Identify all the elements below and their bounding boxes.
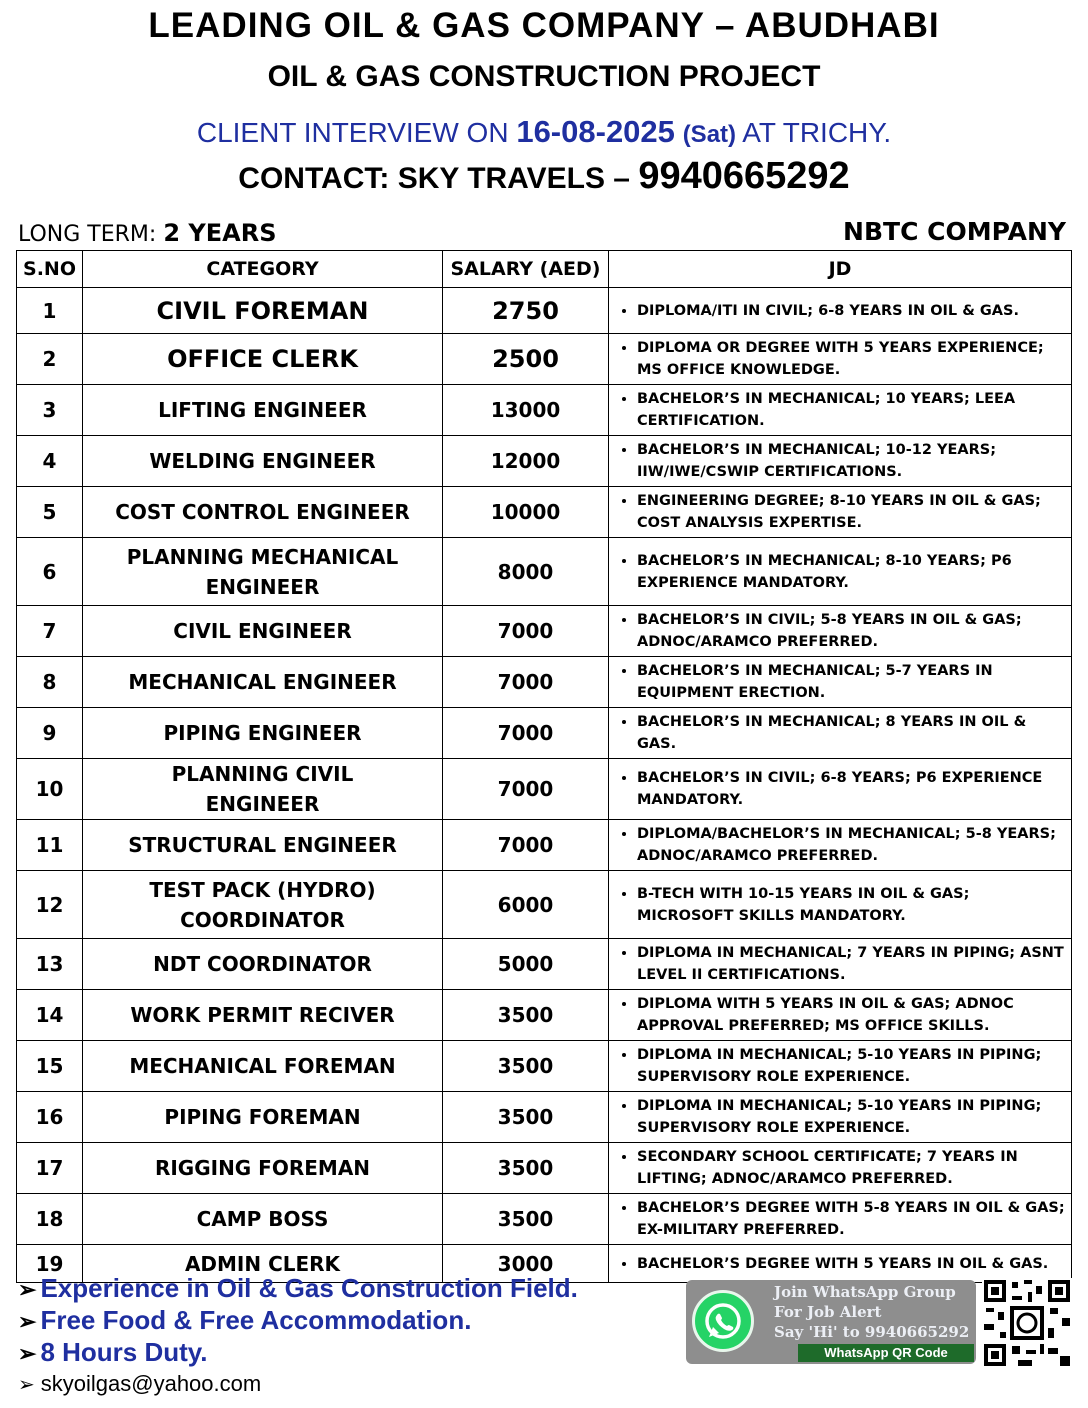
qr-code-icon[interactable] [982, 1278, 1072, 1368]
row-sno: 2 [17, 334, 83, 385]
jd-text: • BACHELOR’S IN MECHANICAL; 8-10 YEARS; P6 EXPERIENCE MANDATORY. [637, 550, 1067, 594]
row-salary: 5000 [443, 939, 609, 990]
table-row [17, 334, 1072, 385]
row-jd [609, 708, 1072, 759]
header-salary: SALARY (AED) [443, 251, 609, 288]
row-salary: 7000 [443, 606, 609, 657]
row-category: OFFICE CLERK [83, 334, 443, 385]
header-category: CATEGORY [83, 251, 443, 288]
jd-text: • DIPLOMA/BACHELOR’S IN MECHANICAL; 5-8 YEARS; ADNOC/ARAMCO PREFERRED. [637, 823, 1067, 867]
row-category: PLANNING CIVIL ENGINEER [83, 759, 443, 820]
table-row [17, 939, 1072, 990]
row-jd [609, 288, 1072, 334]
email-link[interactable]: skyoilgas@yahoo.com [40, 1371, 262, 1396]
row-salary: 3500 [443, 990, 609, 1041]
whatsapp-line3: Say 'Hi' to 9940665292 [774, 1323, 970, 1341]
row-category: COST CONTROL ENGINEER [83, 487, 443, 538]
row-category: TEST PACK (HYDRO) COORDINATOR [83, 871, 443, 939]
row-jd [609, 1245, 1072, 1283]
row-sno: 16 [17, 1092, 83, 1143]
table-row [17, 385, 1072, 436]
table-row [17, 1194, 1072, 1245]
row-salary: 3000 [443, 1245, 609, 1283]
table-row [17, 657, 1072, 708]
header-sno: S.NO [17, 251, 83, 288]
row-sno: 13 [17, 939, 83, 990]
term-value: 2 YEARS [163, 219, 277, 247]
row-sno: 7 [17, 606, 83, 657]
row-jd [609, 487, 1072, 538]
interview-prefix: CLIENT INTERVIEW ON [196, 117, 509, 148]
company-name: NBTC COMPANY [843, 217, 1066, 246]
table-row [17, 990, 1072, 1041]
row-category: CAMP BOSS [83, 1194, 443, 1245]
row-sno: 5 [17, 487, 83, 538]
row-jd [609, 538, 1072, 606]
page-subtitle: OIL & GAS CONSTRUCTION PROJECT [267, 60, 821, 93]
row-salary: 3500 [443, 1092, 609, 1143]
table-row [17, 759, 1072, 820]
row-salary: 8000 [443, 538, 609, 606]
arrow-bullet-icon: ➢ [18, 1309, 37, 1334]
row-salary: 12000 [443, 436, 609, 487]
jobs-table [16, 250, 1072, 1283]
row-sno: 1 [17, 288, 83, 334]
row-jd [609, 657, 1072, 708]
table-row [17, 288, 1072, 334]
arrow-bullet-icon: ➢ [18, 1277, 37, 1302]
term-info [18, 219, 276, 247]
table-row [17, 436, 1072, 487]
table-row [17, 606, 1072, 657]
row-sno: 6 [17, 538, 83, 606]
row-salary: 3500 [443, 1194, 609, 1245]
jd-text: • DIPLOMA/ITI IN CIVIL; 6-8 YEARS IN OIL & GAS. [637, 300, 1067, 322]
table-row [17, 538, 1072, 606]
row-sno: 10 [17, 759, 83, 820]
row-category: ADMIN CLERK [83, 1245, 443, 1283]
row-salary: 7000 [443, 759, 609, 820]
table-row [17, 708, 1072, 759]
row-category: PIPING FOREMAN [83, 1092, 443, 1143]
row-sno: 8 [17, 657, 83, 708]
row-category: WORK PERMIT RECIVER [83, 990, 443, 1041]
table-row [17, 871, 1072, 939]
jd-text: • BACHELOR’S IN MECHANICAL; 10 YEARS; LEEA CERTIFICATION. [637, 388, 1067, 432]
interview-date: 16-08-2025 [516, 114, 675, 149]
row-sno: 12 [17, 871, 83, 939]
row-category: PLANNING MECHANICAL ENGINEER [83, 538, 443, 606]
benefits-list [18, 1272, 578, 1400]
benefit-item: ➢ 8 Hours Duty. [18, 1337, 208, 1367]
jd-text: • ENGINEERING DEGREE; 8-10 YEARS IN OIL & GAS; COST ANALYSIS EXPERTISE. [637, 490, 1067, 534]
row-category: WELDING ENGINEER [83, 436, 443, 487]
row-category: PIPING ENGINEER [83, 708, 443, 759]
jd-text: • BACHELOR’S IN CIVIL; 6-8 YEARS; P6 EXPERIENCE MANDATORY. [637, 767, 1067, 811]
row-category: LIFTING ENGINEER [83, 385, 443, 436]
row-salary: 7000 [443, 708, 609, 759]
row-salary: 10000 [443, 487, 609, 538]
whatsapp-banner[interactable] [686, 1280, 976, 1364]
row-jd [609, 1194, 1072, 1245]
row-sno: 18 [17, 1194, 83, 1245]
row-jd [609, 606, 1072, 657]
contact-line [0, 155, 1088, 198]
row-sno: 15 [17, 1041, 83, 1092]
row-jd [609, 871, 1072, 939]
jd-text: • B-TECH WITH 10-15 YEARS IN OIL & GAS; MICROSOFT SKILLS MANDATORY. [637, 883, 1067, 927]
row-category: STRUCTURAL ENGINEER [83, 820, 443, 871]
whatsapp-line2: For Job Alert [774, 1303, 882, 1321]
term-label: LONG TERM: [18, 222, 157, 247]
jd-text: • BACHELOR’S IN MECHANICAL; 10-12 YEARS; IIW/IWE/CSWIP CERTIFICATIONS. [637, 439, 1067, 483]
row-jd [609, 385, 1072, 436]
table-row [17, 1041, 1072, 1092]
table-row [17, 820, 1072, 871]
jd-text: • DIPLOMA IN MECHANICAL; 7 YEARS IN PIPING; ASNT LEVEL II CERTIFICATIONS. [637, 942, 1067, 986]
row-category: MECHANICAL ENGINEER [83, 657, 443, 708]
row-category: MECHANICAL FOREMAN [83, 1041, 443, 1092]
row-salary: 13000 [443, 385, 609, 436]
row-sno: 19 [17, 1245, 83, 1283]
row-sno: 14 [17, 990, 83, 1041]
jd-text: • DIPLOMA IN MECHANICAL; 5-10 YEARS IN PIPING; SUPERVISORY ROLE EXPERIENCE. [637, 1044, 1067, 1088]
benefit-item: ➢ Free Food & Free Accommodation. [18, 1305, 472, 1335]
qr-label: WhatsApp QR Code [798, 1344, 974, 1362]
jd-text: • BACHELOR’S DEGREE WITH 5 YEARS IN OIL & GAS. [637, 1253, 1067, 1275]
jd-text: • BACHELOR’S IN MECHANICAL; 5-7 YEARS IN EQUIPMENT ERECTION. [637, 660, 1067, 704]
jd-text: • DIPLOMA IN MECHANICAL; 5-10 YEARS IN PIPING; SUPERVISORY ROLE EXPERIENCE. [637, 1095, 1067, 1139]
row-category: CIVIL ENGINEER [83, 606, 443, 657]
row-jd [609, 1041, 1072, 1092]
benefit-item: ➢ Experience in Oil & Gas Construction Field. [18, 1273, 578, 1303]
row-salary: 6000 [443, 871, 609, 939]
row-jd [609, 1143, 1072, 1194]
arrow-bullet-icon: ➢ [18, 1341, 37, 1366]
table-header-row [17, 251, 1072, 288]
row-jd [609, 759, 1072, 820]
row-sno: 17 [17, 1143, 83, 1194]
row-jd [609, 436, 1072, 487]
row-salary: 7000 [443, 657, 609, 708]
table-row [17, 487, 1072, 538]
row-salary: 2750 [443, 288, 609, 334]
email-item [18, 1368, 578, 1400]
row-salary: 3500 [443, 1143, 609, 1194]
jd-text: • DIPLOMA WITH 5 YEARS IN OIL & GAS; ADNOC APPROVAL PREFERRED; MS OFFICE SKILLS. [637, 993, 1067, 1037]
row-sno: 4 [17, 436, 83, 487]
row-jd [609, 820, 1072, 871]
interview-line [0, 114, 1088, 150]
row-sno: 9 [17, 708, 83, 759]
row-salary: 7000 [443, 820, 609, 871]
interview-suffix: AT TRICHY. [742, 117, 892, 148]
row-jd [609, 939, 1072, 990]
whatsapp-line1: Join WhatsApp Group [774, 1283, 956, 1301]
whatsapp-text [774, 1282, 969, 1342]
table-row [17, 1143, 1072, 1194]
row-sno: 11 [17, 820, 83, 871]
jd-text: • BACHELOR’S IN MECHANICAL; 8 YEARS IN OIL & GAS. [637, 711, 1067, 755]
row-category: NDT COORDINATOR [83, 939, 443, 990]
arrow-bullet-icon: ➢ [18, 1374, 35, 1396]
row-jd [609, 990, 1072, 1041]
contact-prefix: CONTACT: SKY TRAVELS – [238, 162, 630, 195]
row-category: CIVIL FOREMAN [83, 288, 443, 334]
contact-number[interactable]: 9940665292 [638, 155, 850, 197]
row-salary: 3500 [443, 1041, 609, 1092]
row-sno: 3 [17, 385, 83, 436]
whatsapp-icon [692, 1290, 754, 1352]
jd-text: • BACHELOR’S IN CIVIL; 5-8 YEARS IN OIL & GAS; ADNOC/ARAMCO PREFERRED. [637, 609, 1067, 653]
table-row [17, 1092, 1072, 1143]
jd-text: • DIPLOMA OR DEGREE WITH 5 YEARS EXPERIENCE; MS OFFICE KNOWLEDGE. [637, 337, 1067, 381]
row-jd [609, 334, 1072, 385]
row-salary: 2500 [443, 334, 609, 385]
header-jd: JD [609, 251, 1072, 288]
row-jd [609, 1092, 1072, 1143]
row-category: RIGGING FOREMAN [83, 1143, 443, 1194]
page-title: LEADING OIL & GAS COMPANY – ABUDHABI [148, 6, 940, 45]
jd-text: • BACHELOR’S DEGREE WITH 5-8 YEARS IN OIL & GAS; EX-MILITARY PREFERRED. [637, 1197, 1067, 1241]
jd-text: • SECONDARY SCHOOL CERTIFICATE; 7 YEARS IN LIFTING; ADNOC/ARAMCO PREFERRED. [637, 1146, 1067, 1190]
interview-day: (Sat) [682, 121, 737, 148]
